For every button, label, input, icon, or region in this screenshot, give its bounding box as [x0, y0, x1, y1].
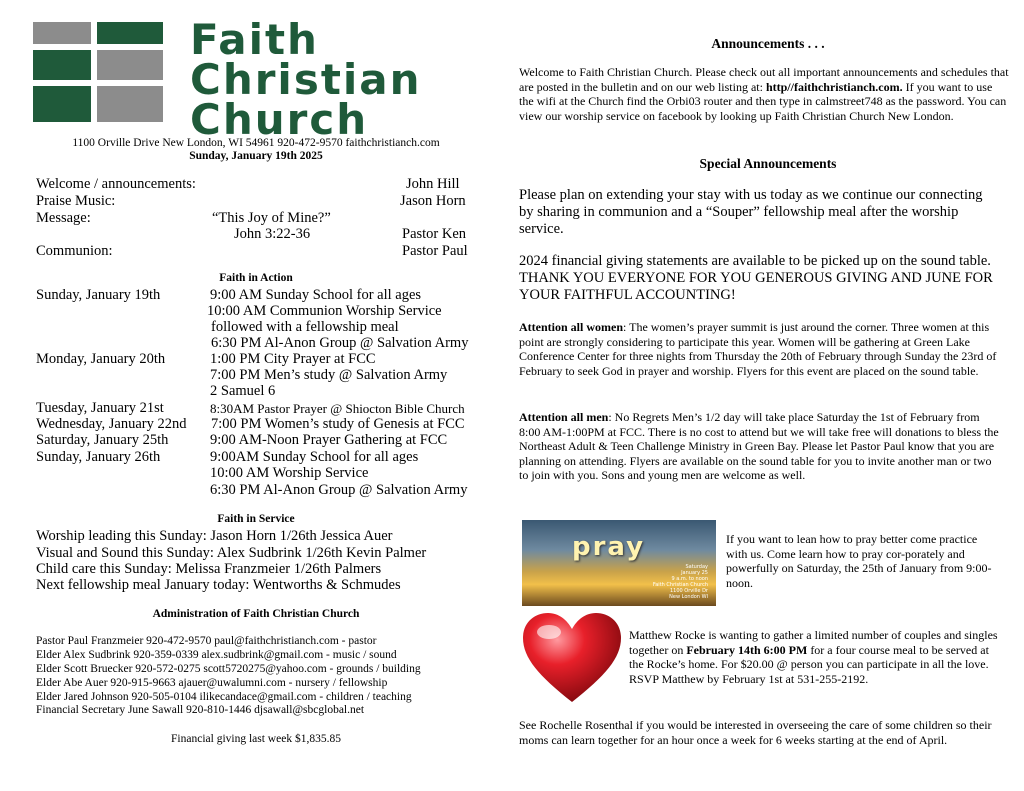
giving-statements-paragraph: 2024 financial giving statements are available to be picked up on the sound table. THANK YOU EVERYONE FOR YOU GENEROUS GIVING AND JUNE FOR YOUR FAITHFUL ACCOUNTING!	[519, 253, 993, 303]
fa-event: 2 Samuel 6	[210, 383, 276, 399]
admin-contact: Elder Scott Bruecker 920-572-0275 scott5720275@yahoo.com - grounds / building	[36, 663, 421, 675]
service-assignment: Visual and Sound this Sunday: Alex Sudbrink 1/26th Kevin Palmer	[36, 545, 427, 561]
right-page	[512, 0, 1024, 791]
pray-word: pray	[572, 532, 646, 562]
faith-in-service-title: Faith in Service	[217, 513, 295, 525]
fa-event: followed with a fellowship meal	[211, 319, 399, 335]
church-logo-mark-icon	[33, 22, 163, 122]
welcome-text-cont: If you want to use the wifi at the Church find the Orbi03 router and then type in calmstreet748 as the password. You can view our worship service on facebook by looking up Faith Christian Church New London.	[519, 79, 1007, 123]
logo-line-faith: Faith	[190, 15, 319, 64]
service-item-message: Message:	[36, 210, 91, 226]
admin-contact: Pastor Paul Franzmeier 920-472-9570 paul@faithchristianch.com - pastor	[36, 635, 377, 647]
fa-event: 8:30AM Pastor Prayer @ Shiocton Bible Church	[210, 401, 465, 416]
fa-event: 10:00 AM Communion Worship Service	[207, 303, 442, 319]
fa-event: 10:00 AM Worship Service	[210, 465, 369, 481]
logo-line-church: Church	[190, 95, 369, 144]
women-paragraph	[519, 320, 999, 378]
men-text: : No Regrets Men’s 1/2 day will take place Saturday the 1st of February from 8:00 AM-1:00PM at FCC. There is no cost to attend but we will take free will donations to bless the Northeast Adult & Teen Challenge Ministry in Green Bay. Please let Pastor Paul know that you are planning on attending. Flyers are available on the sound table for you to invite another man or two to join with you. Sons and young men are welcome as well.	[519, 410, 999, 482]
service-assignment: Child care this Sunday: Melissa Franzmeier 1/26th Palmers	[36, 561, 382, 577]
fa-day: Wednesday, January 22nd	[36, 416, 187, 432]
fa-event: 6:30 PM Al-Anon Group @ Salvation Army	[210, 482, 468, 498]
pray-flyer-details: Saturday January 25 9 a.m. to noon Faith Christian Church 1100 Orville Dr New London WI	[652, 564, 708, 600]
service-item-praise: Praise Music:	[36, 193, 116, 209]
childcare-paragraph: See Rochelle Rosenthal if you would be interested in overseeing the care of some children so their moms can learn together for an hour once a week for 6 weeks starting at the end of April.	[519, 718, 992, 747]
heart-icon	[519, 610, 625, 706]
welcome-paragraph	[519, 65, 1009, 123]
welcome-text: Welcome to Faith Christian Church. Please check out all important announcements and schedules that are posted in the bulletin and on our web listing at:	[519, 65, 1009, 94]
service-assignment: Worship leading this Sunday: Jason Horn 1/26th Jessica Auer	[36, 528, 393, 544]
admin-contact: Elder Alex Sudbrink 920-359-0339 alex.sudbrink@gmail.com - music / sound	[36, 649, 397, 661]
service-item-communion: Communion:	[36, 243, 113, 259]
website-link[interactable]: http//faithchristianch.com.	[765, 79, 903, 94]
fellowship-meal-paragraph: Please plan on extending your stay with us today as we continue our connecting by sharing in communion and a “Souper” fellowship meal after the worship service.	[519, 187, 983, 237]
fa-event: 9:00 AM-Noon Prayer Gathering at FCC	[210, 432, 448, 448]
admin-contact: Elder Jared Johnson 920-505-0104 ilikecandace@gmail.com - children / teaching	[36, 691, 412, 703]
fa-event: 7:00 PM Men’s study @ Salvation Army	[210, 367, 448, 383]
valentines-date: February 14th 6:00 PM	[686, 642, 808, 657]
bulletin-date: Sunday, January 19th 2025	[189, 150, 323, 162]
service-assignment: Next fellowship meal January today: Wentworths & Schmudes	[36, 577, 401, 593]
fa-event: 6:30 PM Al-Anon Group @ Salvation Army	[211, 335, 469, 351]
valentines-text-cont: for a four course meal to be served at the Rocke’s home. For $20.00 @ person you can participate in all the love. RSVP Matthew by February 1st at 531-255-2192.	[629, 642, 989, 686]
service-person-welcome: John Hill	[406, 176, 460, 192]
men-label: Attention all men	[519, 410, 609, 424]
admin-contact: Financial Secretary June Sawall 920-810-1446 djsawall@sbcglobal.net	[36, 704, 365, 716]
church-address: 1100 Orville Drive New London, WI 54961 920-472-9570 faithchristianch.com	[72, 137, 440, 149]
church-logo-text	[190, 15, 422, 144]
fa-event: 9:00AM Sunday School for all ages	[210, 449, 419, 465]
fa-day: Tuesday, January 21st	[36, 400, 164, 416]
fa-event: 7:00 PM Women’s study of Genesis at FCC	[211, 416, 465, 432]
service-person-praise: Jason Horn	[400, 193, 466, 209]
faith-in-action-title: Faith in Action	[219, 272, 293, 284]
valentines-dinner-paragraph	[629, 628, 999, 686]
logo-line-christian: Christian	[190, 55, 422, 104]
service-item-welcome: Welcome / announcements:	[36, 176, 196, 192]
administration-title: Administration of Faith Christian Church	[152, 608, 360, 620]
service-person-communion: Pastor Paul	[402, 243, 468, 259]
fa-day: Sunday, January 26th	[36, 449, 161, 465]
men-paragraph	[519, 410, 999, 483]
service-person-message: Pastor Ken	[402, 226, 467, 242]
pray-flyer-image	[522, 520, 716, 606]
announcements-title: Announcements . . .	[711, 36, 825, 51]
fa-day: Sunday, January 19th	[36, 287, 161, 303]
admin-contact: Elder Abe Auer 920-915-9663 ajauer@uwalumni.com - nursery / fellowship	[36, 677, 388, 689]
fa-event: 1:00 PM City Prayer at FCC	[210, 351, 376, 367]
women-text: : The women’s prayer summit is just around the corner. Three women at this point are strongly considering to participate this year. Women will be gathering at Green Lake Conference Center for three nights from Thursday the 20th of February through Sunday the 23rd of February to seek God in prayer and worship. Flyers for this event are placed on the sound table.	[519, 320, 997, 378]
service-message-scripture: John 3:22-36	[234, 226, 311, 242]
women-label: Attention all women	[519, 320, 623, 334]
special-announcements-title: Special Announcements	[699, 156, 837, 171]
fa-day: Monday, January 20th	[36, 351, 166, 367]
valentines-text: Matthew Rocke is wanting to gather a limited number of couples and singles together on	[629, 628, 998, 657]
financial-giving: Financial giving last week $1,835.85	[171, 733, 341, 745]
pray-paragraph: If you want to lean how to pray better come practice with us. Come learn how to pray cor-porately and powerfully on Saturday, the 25th of January from 9:00-noon.	[726, 532, 992, 590]
fa-event: 9:00 AM Sunday School for all ages	[210, 287, 422, 303]
fa-day: Saturday, January 25th	[36, 432, 169, 448]
service-message-title: “This Joy of Mine?”	[212, 210, 331, 226]
